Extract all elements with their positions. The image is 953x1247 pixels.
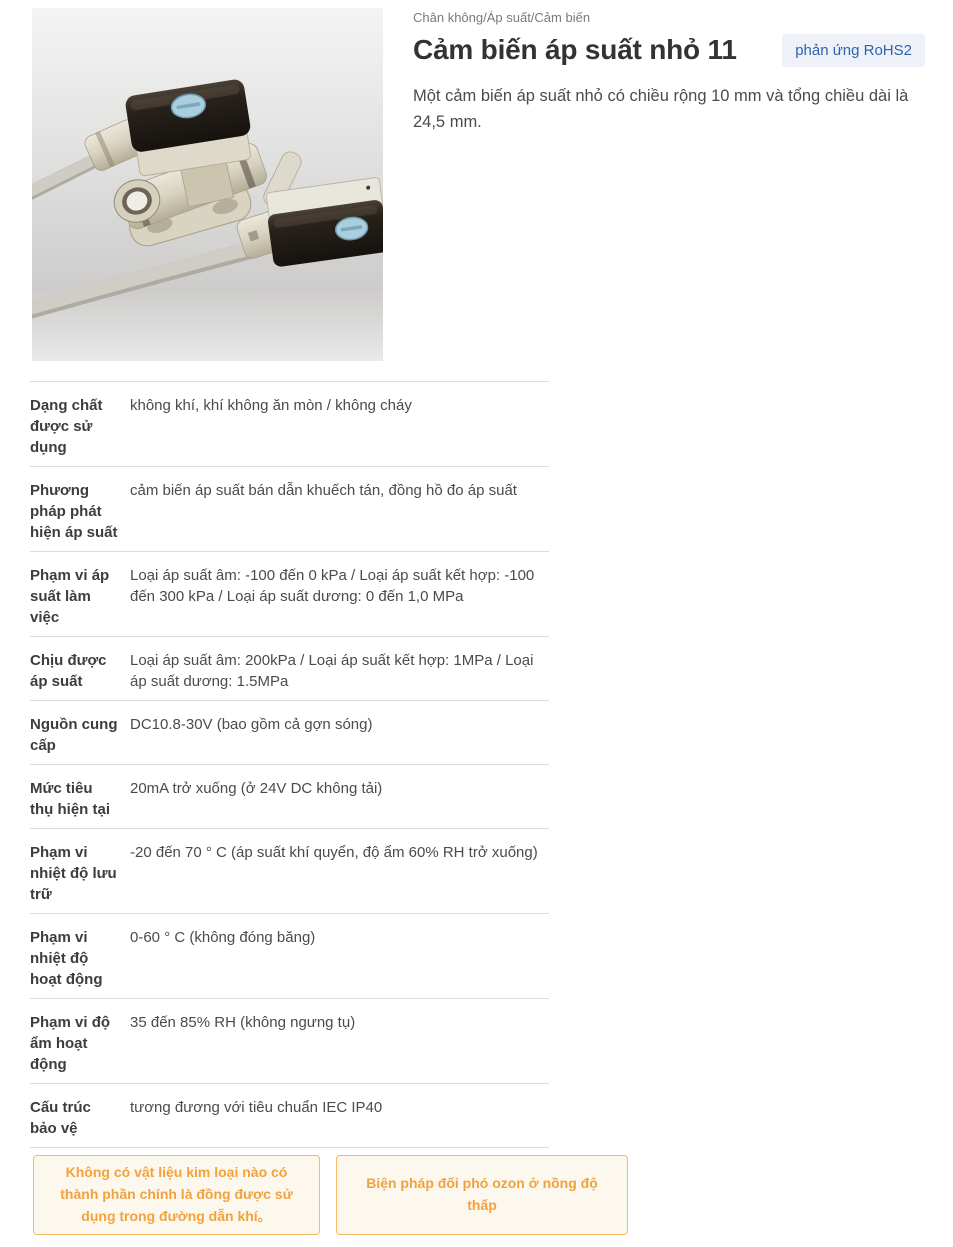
note-copper-free: Không có vật liệu kim loại nào có thành phần chính là đồng được sử dụng trong đường dẫn khí。 <box>33 1155 320 1235</box>
spec-label: Phương pháp phát hiện áp suất <box>30 482 118 541</box>
product-description: Một cảm biến áp suất nhỏ có chiều rộng 10 mm và tổng chiều dài là 24,5 mm. <box>413 87 909 131</box>
spec-label: Nguồn cung cấp <box>30 716 118 754</box>
spec-label: Phạm vi độ ẩm hoạt động <box>30 1014 111 1073</box>
spec-value: cảm biến áp suất bán dẫn khuếch tán, đồng hồ đo áp suất <box>130 482 517 499</box>
spec-row <box>30 551 549 636</box>
spec-value: không khí, khí không ăn mòn / không cháy <box>130 397 412 414</box>
spec-value: 20mA trở xuống (ở 24V DC không tải) <box>130 780 383 797</box>
spec-value: -20 đến 70 ° C (áp suất khí quyển, độ ẩm 60% RH trở xuống) <box>130 844 538 861</box>
rohs-badge[interactable]: phản ứng RoHS2 <box>782 34 925 67</box>
spec-table <box>30 381 549 1148</box>
spec-label: Phạm vi nhiệt độ hoạt động <box>30 929 103 988</box>
product-header <box>413 10 925 135</box>
spec-value: Loại áp suất âm: -100 đến 0 kPa / Loại áp suất kết hợp: -100 đến 300 kPa / Loại áp suất dương: 0 đến 1,0 MPa <box>130 567 535 605</box>
spec-row <box>30 828 549 913</box>
spec-value: Loại áp suất âm: 200kPa / Loại áp suất kết hợp: 1MPa / Loại áp suất dương: 1.5MPa <box>130 652 534 690</box>
spec-label: Phạm vi nhiệt độ lưu trữ <box>30 844 117 903</box>
spec-row <box>30 1083 549 1148</box>
spec-label: Phạm vi áp suất làm việc <box>30 567 110 626</box>
spec-row <box>30 636 549 700</box>
note-ozone: Biện pháp đối phó ozon ở nồng độ thấp <box>336 1155 628 1235</box>
breadcrumb: Chân không/Áp suất/Cảm biến <box>413 10 591 25</box>
product-photo <box>32 8 383 361</box>
spec-label: Chịu được áp suất <box>30 652 107 690</box>
spec-row <box>30 913 549 998</box>
spec-label: Cấu trúc bảo vệ <box>30 1099 91 1137</box>
note-boxes <box>33 1155 628 1235</box>
spec-row <box>30 381 549 466</box>
spec-value: 35 đến 85% RH (không ngưng tụ) <box>130 1014 356 1031</box>
spec-label: Mức tiêu thụ hiện tại <box>30 780 110 818</box>
spec-row <box>30 764 549 828</box>
page-title: Cảm biến áp suất nhỏ 11 <box>413 34 737 65</box>
spec-row <box>30 998 549 1083</box>
pressure-sensor-photo <box>32 8 383 361</box>
spec-value: 0-60 ° C (không đóng băng) <box>130 929 316 946</box>
spec-value: tương đương với tiêu chuẩn IEC IP40 <box>130 1099 383 1116</box>
spec-row <box>30 700 549 764</box>
spec-value: DC10.8-30V (bao gồm cả gợn sóng) <box>130 716 373 733</box>
spec-row <box>30 466 549 551</box>
spec-label: Dạng chất được sử dụng <box>30 397 103 456</box>
